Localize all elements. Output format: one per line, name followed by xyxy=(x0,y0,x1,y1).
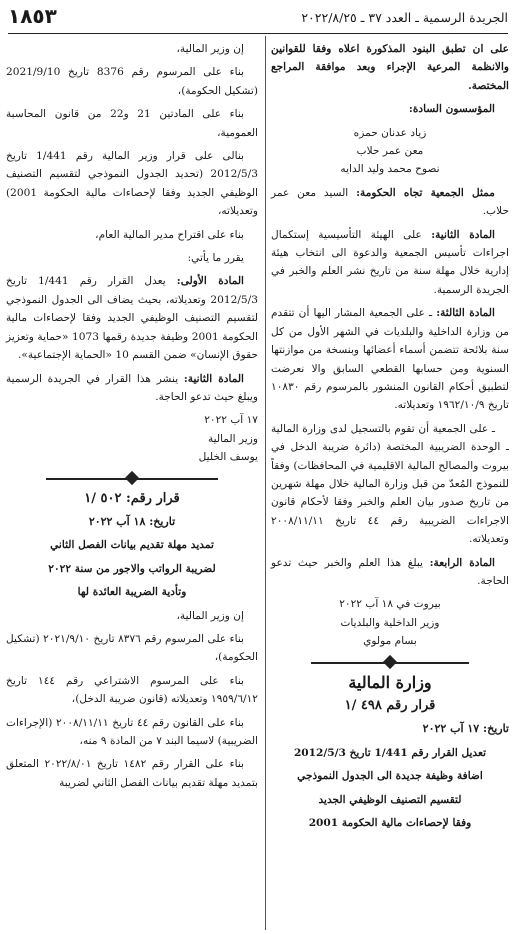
preamble-legislative-decree: بناء على المرسوم الاشتراعي رقم ١٤٤ تاريخ ١٩٥٩/٦/١٢ وتعديلاته (قانون ضريبة الدخل)، xyxy=(6,674,258,706)
decides-line: يقرر ما يأتي: xyxy=(187,252,244,265)
header-title: الجريدة الرسمية ـ العدد ٣٧ ـ ٢٠٢٢/٨/٢٥ xyxy=(301,10,508,25)
founder-3: نصوح محمد وليد الدايه xyxy=(340,163,440,176)
signature-name: يوسف الخليل xyxy=(198,451,258,464)
signature-role: وزير الداخلية والبلديات xyxy=(340,616,440,629)
representative-paragraph: ممثل الجمعية تجاه الحكومة: السيد معن عمر حلاب. xyxy=(271,186,509,218)
decision-title-line-1: تمديد مهلة تقديم بيانات الفصل الثاني xyxy=(50,539,214,552)
signature-date: بيروت في ١٨ آب ٢٠٢٢ xyxy=(339,598,441,611)
decision-title-line-3: لتقسيم التصنيف الوظيفي الجديد xyxy=(318,793,462,806)
decision-number: قرار رقم ٤٩٨ /١ xyxy=(344,698,436,713)
article-3-paragraph: المادة الثالثة: ـ على الجمعية المشار اليها أن تتقدم من وزارة الداخلية والبلديات في الشهر الأول من كل سنة بلائحة تتضمن أسماء أعضائها وبنسخة من موازنتها السنوية ومن حسابها القطعي السابق والا نعرضت لتطبيق أحكام القانون المنشور بالمرسوم رقم ١٠٨٣٠ تاريخ ١٩٦٢/١٠/٩ وتعديلاته. xyxy=(271,307,509,412)
article-3-paragraph-2: ـ على الجمعية أن تقوم بالتسجيل لدى وزارة المالية ـ الوحدة الضريبية المختصة (دائرة ضريبة الدخل في بيروت والمصالح المالية الاقليمية في المحافظات) وفقاً للنموذج المُعدّ من قبل وزارة المالية خلال مهلة شهرين من تاريخ صدور بيان العلم والخبر وفقا لأحكام قانون الاجراءات الضريبية رقم ٤٤ تاريخ ٢٠٠٨/١١/١١ وتعديلاته. xyxy=(271,422,509,546)
article-2-paragraph: المادة الثانية: ينشر هذا القرار في الجريدة الرسمية ويبلغ حيث تدعو الحاجة. xyxy=(6,372,258,403)
preamble-articles: بناء على المادتين 21 و22 من قانون المحاسبة العمومية، xyxy=(6,108,258,139)
preamble-decision: بنالى على قرار وزير المالية رقم 1/441 تاريخ 2012/5/3 (تحديد الجدول النموذجي لتقسيم التصنيف الوظيفي الجديد وفقا لإحصاءات مالية الحكومة 2001) وتعديلاته، xyxy=(6,150,258,218)
section-divider xyxy=(6,472,258,486)
preamble-law-44: بناء على القانون رقم ٤٤ تاريخ ٢٠٠٨/١١/١١ (الإجراءات الضريبية) لاسيما البند ٧ من المادة ٩ منه، xyxy=(6,716,258,747)
decision-date: تاريخ: ١٨ آب ٢٠٢٢ xyxy=(88,514,176,528)
article-2-paragraph: المادة الثانية: على الهيئة التأسيسية إستكمال اجراءات تأسيس الجمعية والدعوة الى انتخاب هيئة إدارية خلال مهلة سنة من تاريخ نشر العلم والخبر في الجريدة الرسمية. xyxy=(271,228,509,296)
decision-title-line-2: اضافة وظيفة جديدة الى الجدول النموذجي xyxy=(297,770,483,783)
signature-role: وزير المالية xyxy=(207,432,258,445)
preamble-decree: بناء على المرسوم رقم 8376 تاريخ 2021/9/10 (تشكيل الحكومة)، xyxy=(6,66,258,97)
ministry-title: وزارة المالية xyxy=(348,672,432,692)
right-column xyxy=(271,40,509,837)
article-4-paragraph: المادة الرابعة: يبلغ هذا العلم والخبر حيث تدعو الحاجة. xyxy=(271,556,509,587)
article-1-paragraph: المادة الأولى: يعدل القرار رقم 1/441 تاريخ 2012/5/3 وتعديلاته، بحيث يضاف الى الجدول النموذجي لتقسيم التصنيف الوظيفي الجديد وفقا لإحصاءات مالية الحكومة 2001 وظيفة جديدة رقمها 1073 «حماية وتعزيز حقوق الإنسان» ضمن القسم 10 «الحماية الإجتماعية». xyxy=(6,275,258,362)
page-header xyxy=(8,4,508,30)
preamble-decree-2: بناء على المرسوم رقم ٨٣٧٦ تاريخ ٢٠٢١/٩/١٠ (تشكيل الحكومة)، xyxy=(6,632,258,664)
preamble-minister-2: إن وزير المالية، xyxy=(176,609,244,622)
preamble-minister: إن وزير المالية، xyxy=(176,43,244,55)
header-rule xyxy=(8,33,508,34)
decision-title-line-4: وفقا لإحصاءات مالية الحكومة 2001 xyxy=(308,817,472,830)
section-divider xyxy=(271,656,509,670)
decision-title-line-1: تعديل القرار رقم 1/441 تاريخ 2012/5/3 xyxy=(293,746,487,759)
decision-date: تاريخ: ١٧ آب ٢٠٢٢ xyxy=(422,722,509,736)
intro-paragraph: على ان تطبق البنود المذكورة اعلاه وفقا للقوانين والانظمة المرعية الإجراء وبعد موافقة المراجع المختصة. xyxy=(271,43,509,92)
preamble-decision-1482: بناء على القرار رقم ١٤٨٢ تاريخ ٢٠٢٢/٨/٠١ المتعلق بتمديد مهلة تقديم بيانات الفصل الثاني لضريبة xyxy=(6,758,258,789)
founders-label: المؤسسون السادة: xyxy=(408,103,495,116)
page-number: ١٨٥٣ xyxy=(8,4,57,28)
signature-date: ١٧ آب ٢٠٢٢ xyxy=(204,414,258,427)
signature-name: بسام مولوي xyxy=(363,635,417,648)
column-separator xyxy=(265,36,266,930)
decision-title-line-3: وتأدية الضريبة العائدة لها xyxy=(77,586,187,599)
founder-1: زياد عدنان حمزه xyxy=(353,126,427,139)
founder-2: معن عمر حلاب xyxy=(356,145,424,158)
left-column xyxy=(6,40,258,797)
decision-number: قرار رقم: ٥٠٢ /١ xyxy=(84,490,180,506)
preamble-proposal: بناء على اقتراح مدير المالية العام، xyxy=(95,228,244,241)
decision-title-line-2: لضريبة الرواتب والاجور من سنة ٢٠٢٢ xyxy=(48,562,216,575)
